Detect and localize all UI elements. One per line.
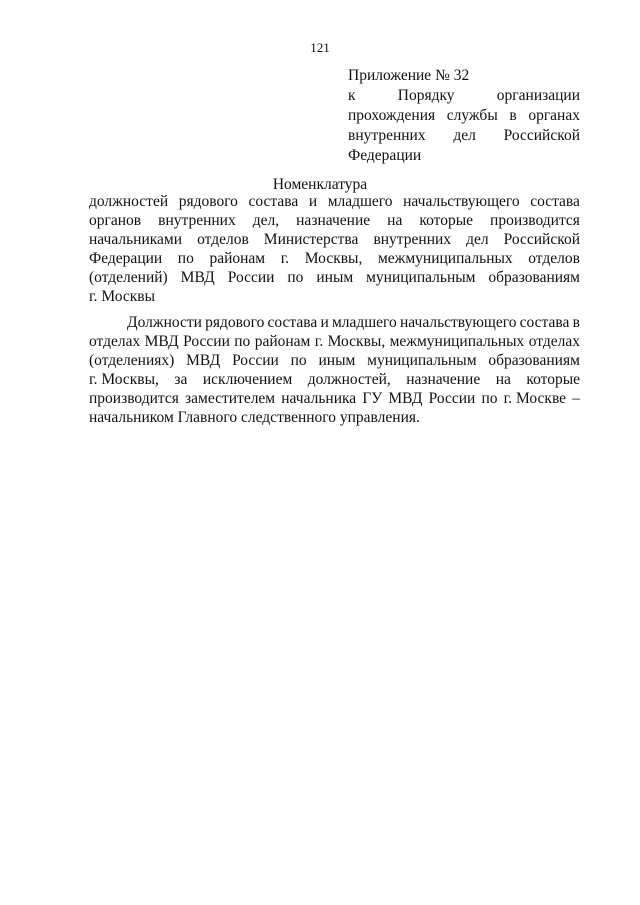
word: по (290, 352, 307, 369)
body-line (89, 332, 580, 351)
word: на (495, 371, 511, 388)
word: МВД (388, 390, 423, 407)
word: (отделений) (89, 269, 168, 286)
word: МВД (180, 269, 215, 286)
word: г. Москвы, (89, 371, 159, 388)
subtitle-line (89, 287, 580, 306)
word: заместителем (185, 390, 276, 407)
word: Российской (503, 231, 580, 248)
word: г. Москве (503, 390, 567, 407)
word: за (174, 371, 188, 388)
word: образованиям (488, 269, 580, 286)
word: производится (490, 212, 580, 229)
word: Москвы, (327, 333, 386, 350)
word: дел, (252, 212, 280, 229)
appendix-line-3 (348, 106, 580, 126)
word: (отделениях) (89, 352, 175, 369)
word: ГУ (362, 390, 383, 407)
word: внутренних (158, 212, 236, 229)
appendix-word: к (348, 87, 356, 104)
word: Министерства (263, 231, 359, 248)
appendix-word: службы (446, 107, 498, 124)
appendix-word: Российской (503, 127, 580, 144)
document-subtitle (89, 192, 580, 306)
page-number: 121 (310, 40, 330, 55)
body-line (89, 389, 580, 408)
word: России (227, 269, 275, 286)
word: межмуниципальных (377, 250, 513, 267)
word: начальником Главного следственного управления. (89, 409, 420, 426)
word: Москвы, (304, 250, 363, 267)
word: по (287, 269, 304, 286)
word: районам (209, 250, 266, 267)
word: внутренних (373, 231, 452, 248)
word: должностей (89, 193, 169, 210)
body-line (89, 370, 580, 389)
word: отделах (89, 333, 141, 350)
word: начальствующего (399, 314, 517, 331)
appendix-word: организации (496, 87, 580, 104)
word: – (572, 390, 580, 407)
word: межмуниципальных (389, 333, 525, 350)
appendix-title: Приложение № 32 (348, 67, 470, 84)
word: по (481, 390, 498, 407)
word: состава (248, 193, 299, 210)
word: должностей, (307, 371, 391, 388)
appendix-word: Порядку (397, 87, 455, 104)
subtitle-line (89, 230, 580, 249)
word: г. Москвы (89, 288, 156, 305)
body-line (89, 313, 580, 332)
word: назначение (406, 371, 481, 388)
word: МВД (144, 333, 179, 350)
subtitle-line (89, 211, 580, 230)
word: младшего (327, 193, 393, 210)
word: отделах (528, 333, 580, 350)
body-line (89, 351, 580, 370)
word: России (232, 352, 279, 369)
word: состава (530, 193, 580, 210)
appendix-word: органах (528, 107, 580, 124)
appendix-header (348, 66, 580, 166)
appendix-line-5: Федерации (348, 147, 422, 164)
word: которые (419, 212, 474, 229)
word: производится (89, 390, 179, 407)
word: отделов (528, 250, 580, 267)
word: состава (519, 314, 570, 331)
word: назначение (296, 212, 371, 229)
word: по (234, 333, 251, 350)
word: начальника (281, 390, 357, 407)
document-title: Номенклатура (272, 176, 368, 193)
word: по (177, 250, 194, 267)
word: муниципальным (367, 352, 477, 369)
subtitle-line (89, 268, 580, 287)
word: исключением (202, 371, 293, 388)
appendix-word: в (509, 107, 517, 124)
body-paragraph (89, 313, 580, 427)
word: рядового (178, 193, 238, 210)
word: России (183, 333, 230, 350)
word: иным (318, 352, 356, 369)
word: муниципальным (366, 269, 476, 286)
word: Должности (127, 314, 202, 331)
word: Федерации (89, 250, 163, 267)
word: которые (526, 371, 580, 388)
word: иным (316, 269, 354, 286)
word: отделов (197, 231, 249, 248)
appendix-word: дел (453, 127, 476, 144)
word: начальниками (89, 231, 183, 248)
word: и (308, 193, 318, 210)
word: в (572, 314, 580, 331)
appendix-word: внутренних (348, 127, 426, 144)
word: г. (314, 333, 324, 350)
word: России (428, 390, 476, 407)
subtitle-line (89, 192, 580, 211)
word: дел (466, 231, 489, 248)
word: г. (280, 250, 290, 267)
word: МВД (186, 352, 221, 369)
appendix-line-2 (348, 86, 580, 106)
word: образованиям (488, 352, 580, 369)
word: начальствующего (403, 193, 520, 210)
word: районам (254, 333, 311, 350)
word: и (320, 314, 329, 331)
word: младшего (331, 314, 397, 331)
word: рядового (205, 314, 265, 331)
body-line (89, 408, 580, 427)
word: состава (267, 314, 318, 331)
word: на (387, 212, 403, 229)
appendix-line-4 (348, 126, 580, 146)
word: органов (89, 212, 142, 229)
appendix-word: прохождения (348, 107, 436, 124)
subtitle-line (89, 249, 580, 268)
